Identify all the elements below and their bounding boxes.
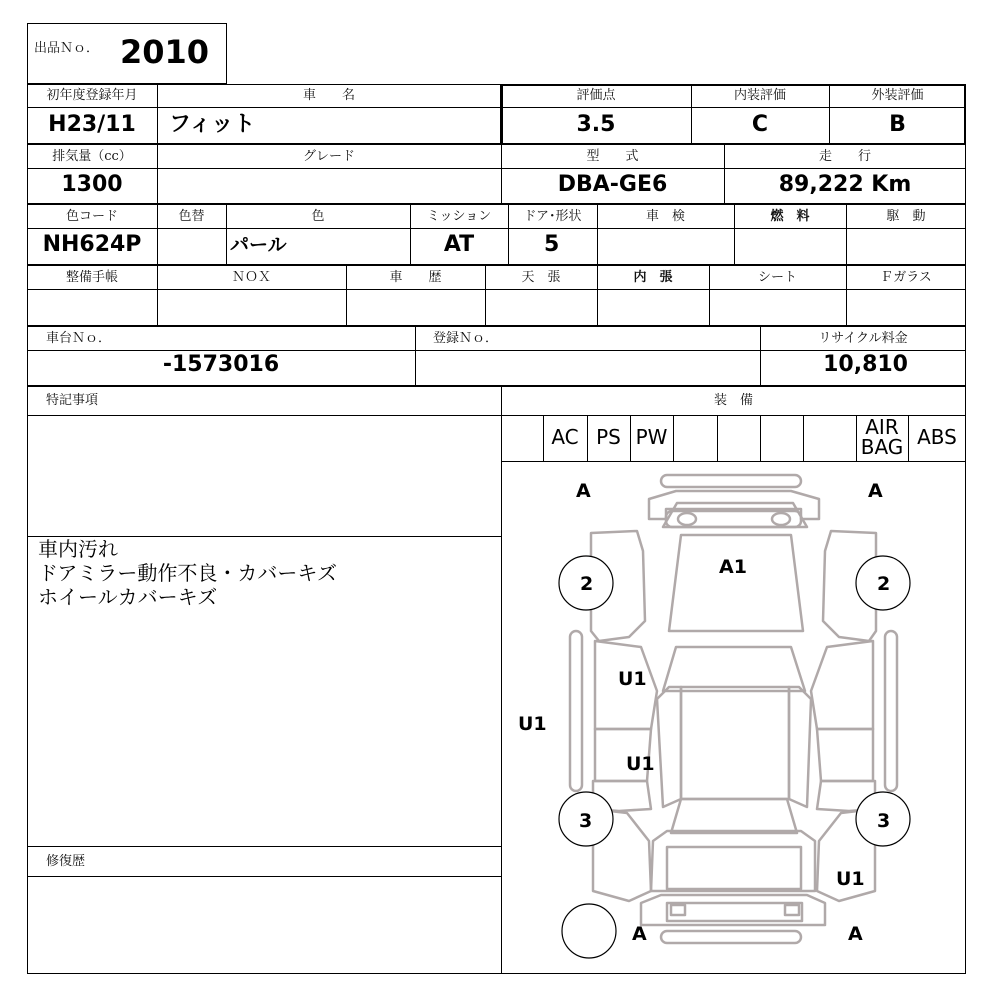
door-label: ドア･形状 — [523, 209, 582, 224]
door-value: 5 — [544, 232, 560, 257]
mark-door-rear: U1 — [626, 753, 655, 775]
equipment-pw: PW — [635, 425, 668, 449]
color-value: パール — [230, 234, 287, 256]
exterior-value: B — [889, 112, 906, 137]
mark-rear-right: U1 — [836, 868, 865, 890]
score-value: 3.5 — [576, 112, 616, 137]
score-label: 評価点 — [576, 88, 616, 103]
mark-wheel-rl: 3 — [579, 810, 593, 832]
color-change-label: 色替 — [178, 209, 205, 224]
car-name-value: フィット — [169, 112, 256, 137]
equipment-abs: ABS — [917, 425, 957, 449]
history-label: 車 歴 — [389, 270, 442, 285]
mark-side-left: U1 — [518, 713, 547, 735]
displacement-value: 1300 — [61, 172, 123, 197]
repair-label: 修復歴 — [46, 854, 86, 869]
grade-label: グレード — [302, 149, 355, 164]
lot-label: 出品Ｎｏ． — [34, 41, 100, 56]
mileage-value: 89,222 Km — [778, 172, 912, 197]
note-line-1: 車内汚れ — [38, 537, 118, 561]
nox-label: ＮＯＸ — [231, 270, 271, 285]
mark-front-left: A — [576, 480, 591, 502]
recycle-label: リサイクル料金 — [818, 331, 908, 346]
mark-wheel-fl: 2 — [580, 573, 594, 595]
car-name-label: 車 名 — [302, 88, 355, 103]
reg-no-label: 登録Ｎｏ． — [433, 331, 499, 346]
equipment-label: 装 備 — [713, 393, 753, 408]
seat-label: シート — [757, 270, 797, 285]
note-line-2: ドアミラー動作不良・カバーキズ — [38, 561, 337, 585]
color-code-value: NH624P — [42, 232, 142, 257]
equipment-airbag: AIR BAG — [860, 415, 904, 459]
mark-wheel-rr: 3 — [877, 810, 891, 832]
mark-rear-left: A — [632, 923, 647, 945]
inspection-label: 車 検 — [645, 209, 685, 224]
mission-label: ミッション — [426, 209, 492, 224]
equipment-ac: AC — [551, 425, 579, 449]
chassis-value: -1573016 — [162, 352, 280, 377]
car-diagram — [501, 461, 966, 973]
mark-wheel-fr: 2 — [877, 573, 891, 595]
ceiling-label: 天 張 — [521, 270, 561, 285]
recycle-value: 10,810 — [823, 352, 908, 377]
mark-door-front: U1 — [618, 668, 647, 690]
first-reg-label: 初年度登録年月 — [46, 88, 138, 103]
model-value: DBA-GE6 — [557, 172, 668, 197]
exterior-label: 外装評価 — [871, 88, 924, 103]
equipment-ps: PS — [596, 425, 621, 449]
note-line-3: ホイールカバーキズ — [38, 585, 218, 609]
model-label: 型 式 — [586, 149, 639, 164]
mark-rear-corner-right: A — [848, 923, 863, 945]
glass-label: Ｆガラス — [880, 270, 932, 285]
inner-label: 内 張 — [633, 270, 673, 285]
color-label: 色 — [311, 209, 325, 224]
mileage-label: 走 行 — [818, 149, 871, 164]
mark-front-right: A — [868, 480, 883, 502]
chassis-label: 車台Ｎｏ． — [46, 331, 112, 346]
displacement-label: 排気量（cc） — [52, 149, 132, 164]
notes-label: 特記事項 — [46, 393, 99, 408]
fuel-label: 燃 料 — [770, 209, 810, 224]
color-code-label: 色コード — [65, 209, 118, 224]
mission-value: AT — [443, 232, 475, 257]
first-reg-value: H23/11 — [48, 112, 136, 137]
maintenance-label: 整備手帳 — [65, 270, 118, 285]
drive-label: 駆 動 — [886, 209, 926, 224]
lot-number: 2010 — [120, 34, 210, 70]
interior-label: 内装評価 — [733, 88, 786, 103]
mark-hood: A1 — [719, 556, 747, 578]
interior-value: C — [751, 112, 769, 137]
